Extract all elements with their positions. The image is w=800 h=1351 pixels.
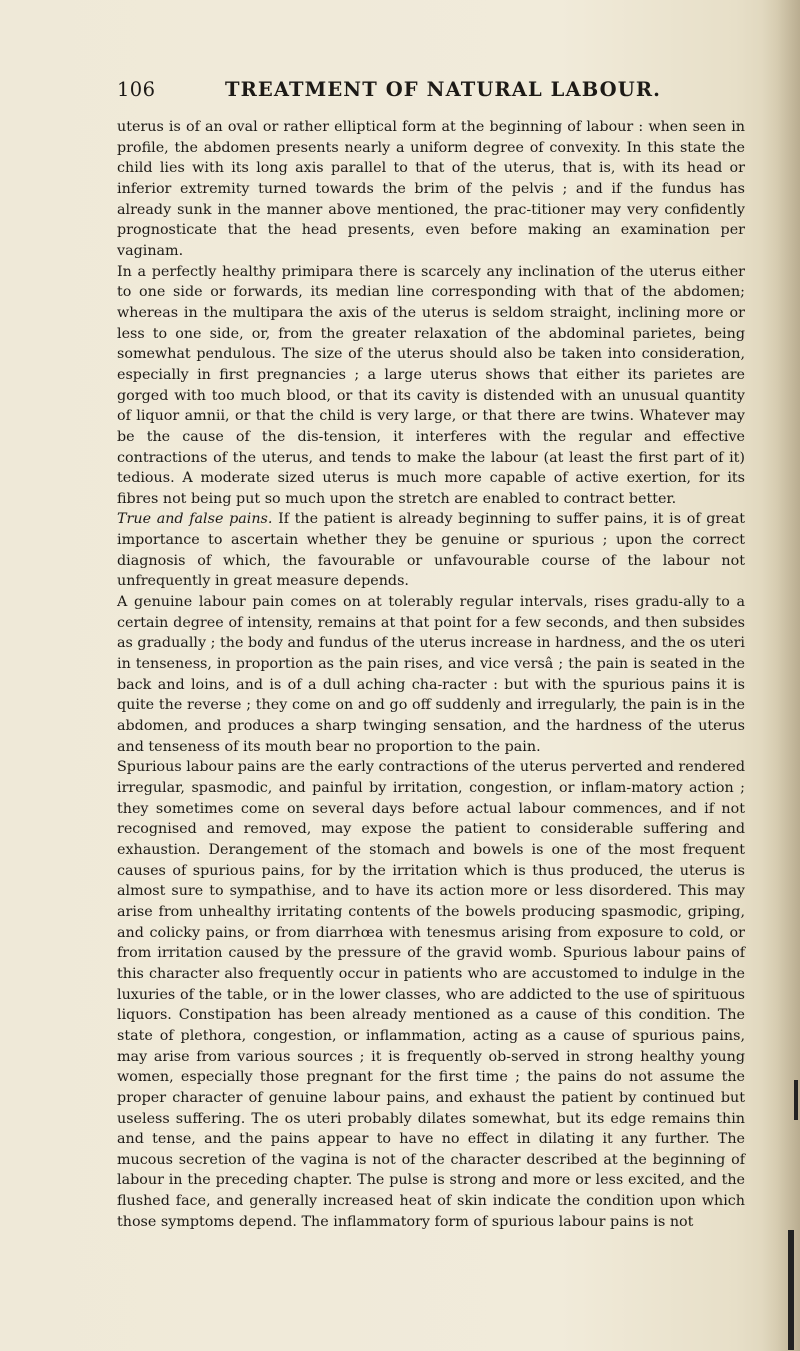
paragraph-text: A genuine labour pain comes on at tolerably regular intervals, rises gradu-ally to a certain degree of intensity, remains at that point for a few seconds, and then subsides as gradually ; the body and fundus of the uterus increase in hardness, and the os uteri in tenseness, in proportion as the pain rises, and vice versâ ; the pain is seated in the back and loins, and is of a dull aching cha-racter : but with the spurious pains it is quite the reverse ; they come on and go off suddenly and irregularly, the pain is in the abdomen, and produces a sharp twinging sensation, and the hardness of the uterus and tenseness of its mouth bear no proportion to the pain.: [117, 594, 745, 755]
paragraph-text: uterus is of an oval or rather elliptical form at the beginning of labour : when seen in profile, the abdomen presents nearly a uniform degree of convexity. In this state the child lies with its long axis parallel to that of the uterus, that is, with its head or inferior extremity turned towards the brim of the pelvis ; and if the fundus has already sunk in the manner above mentioned, the prac-titioner may very confidently prognosticate that the head presents, even before making an examination per vaginam.: [117, 119, 745, 259]
paragraph-text: Spurious labour pains are the early contractions of the uterus perverted and rendered irregular, spasmodic, and painful by irritation, congestion, or inflam-matory action ; they sometimes come on several days before actual labour commences, and if not recognised and removed, may expose the patient to considerable suffering and exhaustion. Derangement of the stomach and bowels is one of the most frequent causes of spurious pains, for by the irritation which is thus produced, the uterus is almost sure to sympathise, and to have its action more or less disordered. This may arise from unhealthy irritating contents of the bowels producing spasmodic, griping, and colicky pains, or from diarrhœa with tenesmus arising from exposure to cold, or from irritation caused by the pressure of the gravid womb. Spurious labour pains of this character also frequently occur in patients who are accustomed to indulge in the luxuries of the table, or in the lower classes, who are addicted to the use of spirituous liquors. Constipation has been already mentioned as a cause of this condition. The state of plethora, congestion, or inflammation, acting as a cause of spurious pains, may arise from various sources ; it is frequently ob-served in strong healthy young women, especially those pregnant for the first time ; the pains do not assume the proper character of genuine labour pains, and exhaust the patient by continued but useless suffering. The os uteri probably dilates somewhat, but its edge remains thin and tense, and the pains appear to have no effect in dilating it any further. The mucous secretion of the vagina is not of the character described at the beginning of labour in the preceding chapter. The pulse is strong and more or less excited, and the flushed face, and generally increased heat of skin indicate the condition upon which those symptoms depend. The inflammatory form of spurious labour pains is not: [117, 759, 745, 1230]
binding-edge-mark: [794, 1080, 798, 1120]
paragraph: [117, 509, 745, 592]
paragraph: [117, 117, 745, 262]
page-edge-shadow: [762, 0, 800, 1351]
binding-edge-mark: [788, 1230, 794, 1350]
paragraph: [117, 262, 745, 510]
paragraph-text: If the patient is already beginning to suffer pains, it is of great importance to ascertain whether they be genuine or spurious ; upon the correct diagnosis of which, the favourable or unfavourable course of the labour not unfrequently in great measure depends.: [117, 511, 745, 590]
running-title: TREATMENT OF NATURAL LABOUR.: [225, 78, 662, 101]
body-text: [117, 117, 745, 1232]
page-number: 106: [117, 78, 156, 101]
paragraph-subhead: True and false pains.: [117, 511, 273, 528]
paragraph: [117, 757, 745, 1232]
paragraph: [117, 592, 745, 757]
paragraph-text: In a perfectly healthy primipara there is scarcely any inclination of the uterus either to one side or forwards, its median line corresponding with that of the abdomen; whereas in the multipara the axis of the uterus is seldom straight, inclining more or less to one side, or, from the greater relaxation of the abdominal parietes, being somewhat pendulous. The size of the uterus should also be taken into consideration, especially in first pregnancies ; a large uterus shows that either its parietes are gorged with too much blood, or that its cavity is distended with an unusual quantity of liquor amnii, or that the child is very large, or that there are twins. Whatever may be the cause of the dis-tension, it interferes with the regular and effective contractions of the uterus, and tends to make the labour (at least the first part of it) tedious. A moderate sized uterus is much more capable of active exertion, for its fibres not being put so much upon the stretch are enabled to contract better.: [117, 263, 745, 507]
page-header: [117, 78, 747, 108]
